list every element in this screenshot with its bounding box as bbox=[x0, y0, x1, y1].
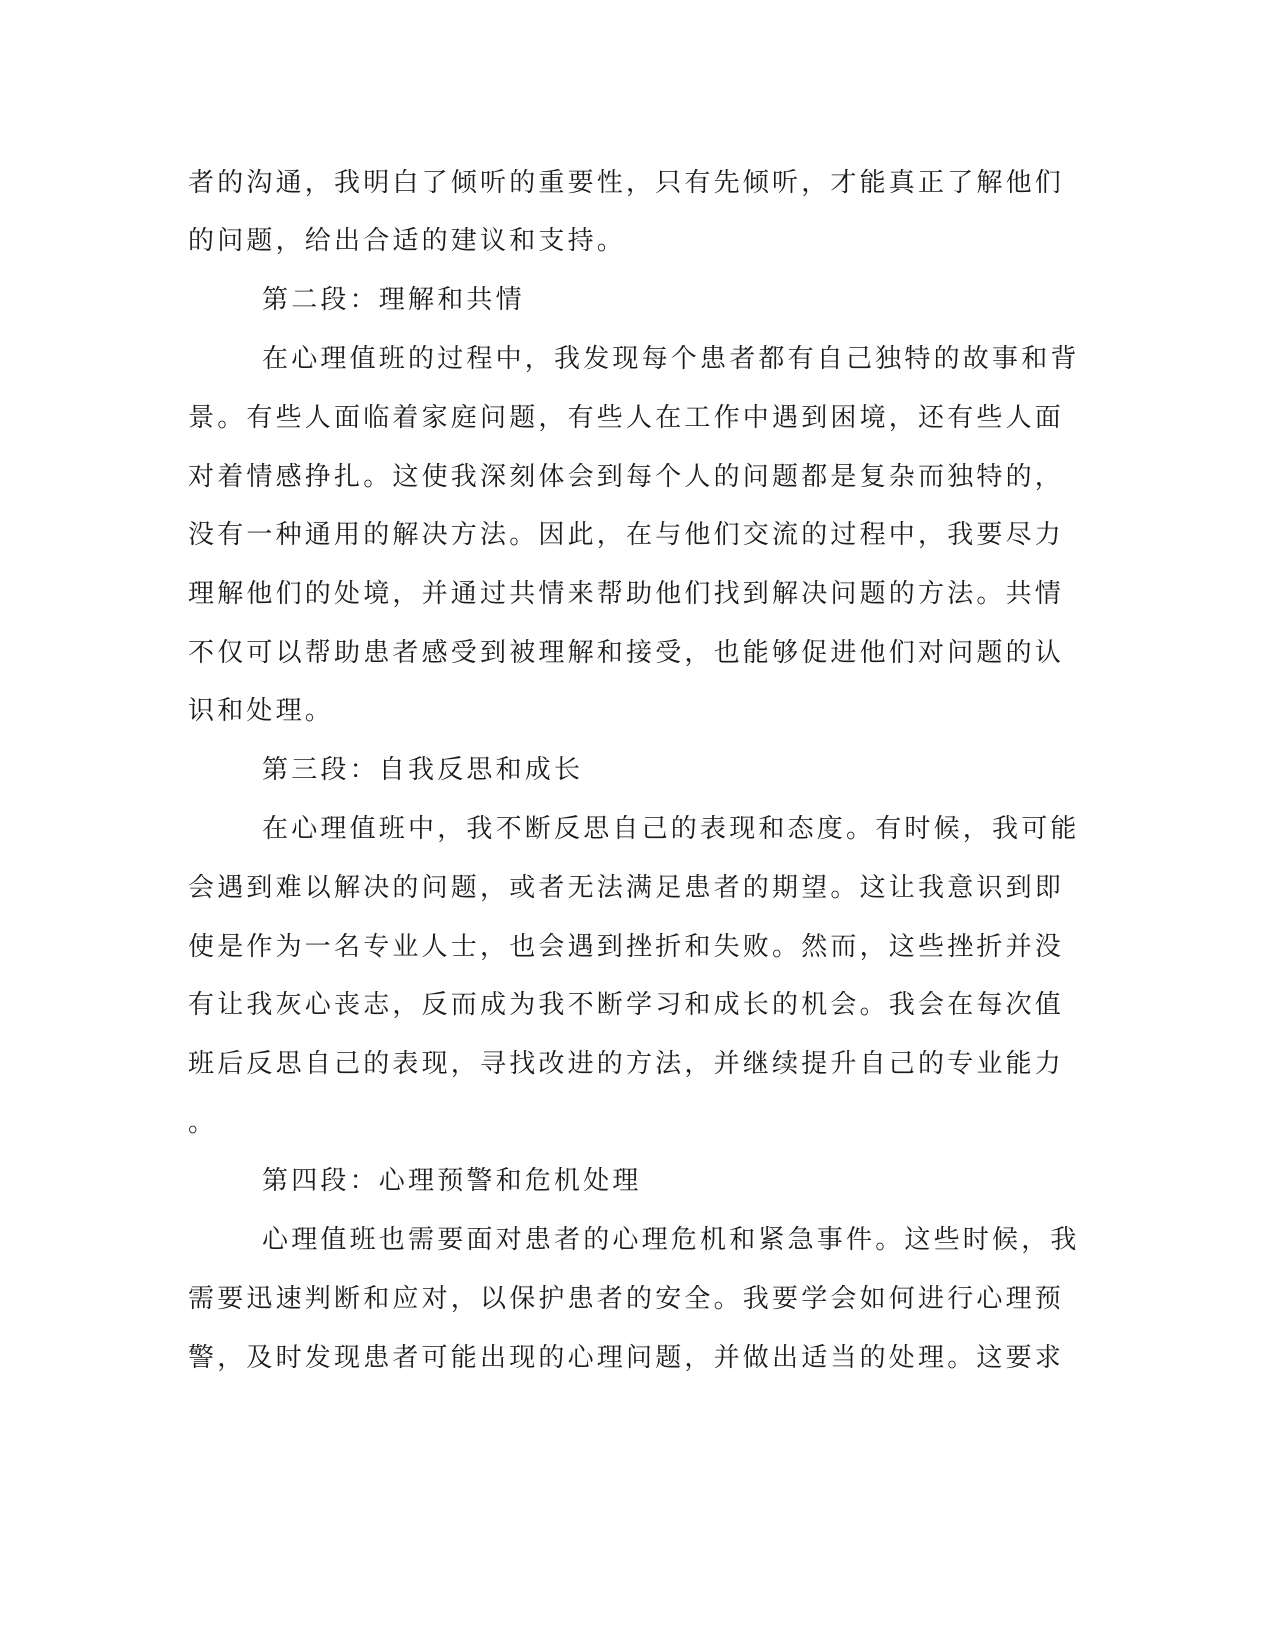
text-line: 。 bbox=[188, 1108, 218, 1138]
text-line: 在心理值班的过程中，我发现每个患者都有自己独特的故事和背 bbox=[262, 344, 1080, 374]
text-line: 的问题，给出合适的建议和支持。 bbox=[188, 226, 627, 256]
section-heading: 第四段：心理预警和危机处理 bbox=[262, 1166, 642, 1196]
text-line: 班后反思自己的表现，寻找改进的方法，并继续提升自己的专业能力 bbox=[188, 1049, 1065, 1079]
text-line: 在心理值班中，我不断反思自己的表现和态度。有时候，我可能 bbox=[262, 814, 1080, 844]
text-line: 使是作为一名专业人士，也会遇到挫折和失败。然而，这些挫折并没 bbox=[188, 932, 1065, 962]
text-line: 识和处理。 bbox=[188, 696, 335, 726]
text-line: 景。有些人面临着家庭问题，有些人在工作中遇到困境，还有些人面 bbox=[188, 403, 1065, 433]
text-line: 对着情感挣扎。这使我深刻体会到每个人的问题都是复杂而独特的， bbox=[188, 462, 1065, 492]
text-line: 者的沟通，我明白了倾听的重要性，只有先倾听，才能真正了解他们 bbox=[188, 168, 1065, 198]
text-line: 需要迅速判断和应对，以保护患者的安全。我要学会如何进行心理预 bbox=[188, 1284, 1065, 1314]
text-line: 没有一种通用的解决方法。因此，在与他们交流的过程中，我要尽力 bbox=[188, 520, 1065, 550]
section-heading: 第二段：理解和共情 bbox=[262, 285, 525, 315]
text-line: 心理值班也需要面对患者的心理危机和紧急事件。这些时候，我 bbox=[262, 1225, 1080, 1255]
text-line: 理解他们的处境，并通过共情来帮助他们找到解决问题的方法。共情 bbox=[188, 579, 1065, 609]
text-line: 警，及时发现患者可能出现的心理问题，并做出适当的处理。这要求 bbox=[188, 1343, 1065, 1373]
section-heading: 第三段：自我反思和成长 bbox=[262, 755, 584, 785]
text-line: 不仅可以帮助患者感受到被理解和接受，也能够促进他们对问题的认 bbox=[188, 638, 1065, 668]
text-line: 会遇到难以解决的问题，或者无法满足患者的期望。这让我意识到即 bbox=[188, 873, 1065, 903]
text-line: 有让我灰心丧志，反而成为我不断学习和成长的机会。我会在每次值 bbox=[188, 990, 1065, 1020]
